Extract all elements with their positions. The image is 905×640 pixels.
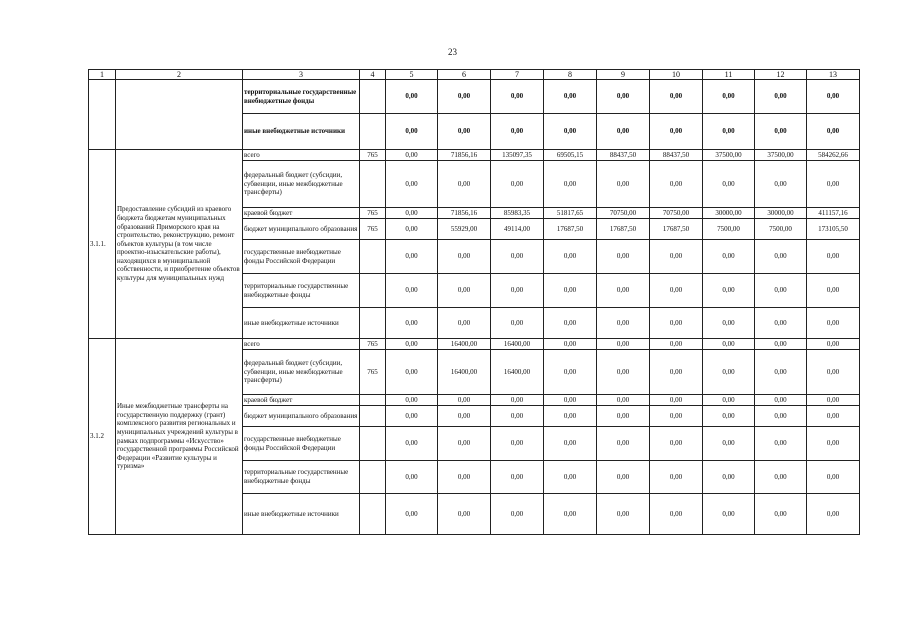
- amount-cell: 0,00: [438, 240, 491, 274]
- grbs-code: [360, 161, 386, 208]
- amount-cell: 0,00: [438, 395, 491, 406]
- amount-cell: 0,00: [650, 350, 703, 395]
- amount-cell: 0,00: [597, 274, 650, 308]
- amount-cell: 0,00: [386, 461, 438, 494]
- amount-cell: 30000,00: [755, 208, 807, 219]
- funding-source: всего: [243, 339, 360, 350]
- amount-cell: 0,00: [438, 161, 491, 208]
- amount-cell: 0,00: [807, 461, 860, 494]
- funding-source: краевой бюджет: [243, 395, 360, 406]
- amount-cell: 0,00: [703, 427, 755, 461]
- amount-cell: 0,00: [755, 395, 807, 406]
- amount-cell: 0,00: [386, 219, 438, 240]
- amount-cell: 0,00: [386, 406, 438, 427]
- budget-table: [88, 69, 860, 535]
- header-cell-11: 11: [703, 70, 755, 80]
- amount-cell: 0,00: [544, 240, 597, 274]
- amount-cell: 0,00: [807, 494, 860, 535]
- amount-cell: 7500,00: [755, 219, 807, 240]
- amount-cell: 0,00: [807, 406, 860, 427]
- amount-cell: 0,00: [438, 308, 491, 339]
- amount-cell: 0,00: [544, 80, 597, 114]
- amount-cell: 0,00: [544, 114, 597, 150]
- header-cell-10: 10: [650, 70, 703, 80]
- amount-cell: 0,00: [386, 395, 438, 406]
- grbs-code: [360, 308, 386, 339]
- amount-cell: 0,00: [755, 461, 807, 494]
- amount-cell: 0,00: [491, 80, 544, 114]
- header-cell-4: 4: [360, 70, 386, 80]
- amount-cell: 0,00: [807, 339, 860, 350]
- amount-cell: 0,00: [544, 350, 597, 395]
- amount-cell: 0,00: [597, 406, 650, 427]
- amount-cell: 0,00: [755, 494, 807, 535]
- amount-cell: 71856,16: [438, 150, 491, 161]
- funding-source: иные внебюджетные источники: [243, 308, 360, 339]
- item-name-cell: [116, 80, 243, 150]
- item-number-cell: [89, 80, 116, 150]
- amount-cell: 0,00: [807, 114, 860, 150]
- grbs-code: [360, 427, 386, 461]
- amount-cell: 0,00: [438, 80, 491, 114]
- amount-cell: 0,00: [386, 240, 438, 274]
- amount-cell: 0,00: [807, 240, 860, 274]
- amount-cell: 0,00: [703, 406, 755, 427]
- funding-source: государственные внебюджетные фонды Российской Федерации: [243, 427, 360, 461]
- amount-cell: 0,00: [491, 461, 544, 494]
- amount-cell: 0,00: [703, 339, 755, 350]
- header-cell-12: 12: [755, 70, 807, 80]
- amount-cell: 0,00: [544, 406, 597, 427]
- amount-cell: 0,00: [650, 427, 703, 461]
- amount-cell: 0,00: [807, 308, 860, 339]
- amount-cell: 0,00: [386, 274, 438, 308]
- grbs-cell: [360, 80, 386, 114]
- amount-cell: 0,00: [703, 395, 755, 406]
- grbs-code: [360, 461, 386, 494]
- amount-cell: 0,00: [650, 395, 703, 406]
- amount-cell: 0,00: [544, 339, 597, 350]
- funding-source: территориальные государственные внебюджетные фонды: [243, 461, 360, 494]
- amount-cell: 0,00: [491, 308, 544, 339]
- amount-cell: 0,00: [597, 339, 650, 350]
- grbs-code: [360, 406, 386, 427]
- funding-source: иные внебюджетные источники: [243, 494, 360, 535]
- amount-cell: 0,00: [544, 427, 597, 461]
- amount-cell: 0,00: [703, 274, 755, 308]
- amount-cell: 0,00: [650, 461, 703, 494]
- amount-cell: 16400,00: [491, 350, 544, 395]
- amount-cell: 0,00: [438, 406, 491, 427]
- amount-cell: 88437,50: [650, 150, 703, 161]
- item-name: Иные межбюджетные трансферты на государственную поддержку (грант) комплексного развития региональных и муниципальных учреждений культуры в рамках подпрограммы «Искусство» государственной программы Российской Федерации «Развитие культуры и туризма»: [116, 339, 243, 535]
- amount-cell: 85983,35: [491, 208, 544, 219]
- amount-cell: 0,00: [597, 461, 650, 494]
- amount-cell: 70750,00: [650, 208, 703, 219]
- amount-cell: 0,00: [438, 461, 491, 494]
- grbs-code: 765: [360, 150, 386, 161]
- item-name: Предоставление субсидий из краевого бюджета бюджетам муниципальных образований Приморского края на строительство, реконструкцию, ремонт объектов культуры (в том числе проектно-изыскательские работы), находящихся в муниципальной собственности, и приобретение объектов культуры для муниципальных нужд: [116, 150, 243, 339]
- amount-cell: 0,00: [650, 406, 703, 427]
- amount-cell: 0,00: [386, 339, 438, 350]
- header-cell-8: 8: [544, 70, 597, 80]
- amount-cell: 0,00: [755, 161, 807, 208]
- header-cell-2: 2: [116, 70, 243, 80]
- header-cell-13: 13: [807, 70, 860, 80]
- amount-cell: 16400,00: [438, 339, 491, 350]
- amount-cell: 0,00: [491, 406, 544, 427]
- header-row: [89, 70, 860, 80]
- amount-cell: 37500,00: [755, 150, 807, 161]
- amount-cell: 69505,15: [544, 150, 597, 161]
- amount-cell: 0,00: [755, 308, 807, 339]
- amount-cell: 71856,16: [438, 208, 491, 219]
- header-cell-5: 5: [386, 70, 438, 80]
- amount-cell: 0,00: [755, 240, 807, 274]
- amount-cell: 0,00: [491, 274, 544, 308]
- header-cell-1: 1: [89, 70, 116, 80]
- amount-cell: 0,00: [755, 80, 807, 114]
- amount-cell: 17687,50: [544, 219, 597, 240]
- funding-source-cell: территориальные государственные внебюджетные фонды: [243, 80, 360, 114]
- header-cell-6: 6: [438, 70, 491, 80]
- amount-cell: 0,00: [703, 240, 755, 274]
- funding-source: краевой бюджет: [243, 208, 360, 219]
- amount-cell: 55929,00: [438, 219, 491, 240]
- table-row: [89, 150, 860, 161]
- header-cell-9: 9: [597, 70, 650, 80]
- table-row: [89, 80, 860, 114]
- amount-cell: 0,00: [597, 308, 650, 339]
- amount-cell: 0,00: [807, 350, 860, 395]
- header-cell-3: 3: [243, 70, 360, 80]
- amount-cell: 30000,00: [703, 208, 755, 219]
- funding-source-cell: иные внебюджетные источники: [243, 114, 360, 150]
- amount-cell: 0,00: [438, 494, 491, 535]
- amount-cell: 173105,50: [807, 219, 860, 240]
- amount-cell: 0,00: [544, 461, 597, 494]
- amount-cell: 0,00: [755, 427, 807, 461]
- amount-cell: 0,00: [438, 114, 491, 150]
- amount-cell: 17687,50: [597, 219, 650, 240]
- funding-source: бюджет муниципального образования: [243, 219, 360, 240]
- funding-source: всего: [243, 150, 360, 161]
- amount-cell: 0,00: [755, 339, 807, 350]
- amount-cell: 0,00: [703, 494, 755, 535]
- amount-cell: 0,00: [650, 161, 703, 208]
- amount-cell: 0,00: [491, 114, 544, 150]
- amount-cell: 51817,65: [544, 208, 597, 219]
- page-number: 23: [448, 47, 457, 57]
- amount-cell: 0,00: [491, 240, 544, 274]
- amount-cell: 37500,00: [703, 150, 755, 161]
- funding-source: территориальные государственные внебюджетные фонды: [243, 274, 360, 308]
- amount-cell: 0,00: [386, 161, 438, 208]
- amount-cell: 0,00: [650, 80, 703, 114]
- amount-cell: 0,00: [807, 80, 860, 114]
- item-number: 3.1.1.: [89, 150, 116, 339]
- amount-cell: 0,00: [650, 240, 703, 274]
- amount-cell: 0,00: [544, 395, 597, 406]
- amount-cell: 0,00: [386, 208, 438, 219]
- amount-cell: 0,00: [491, 427, 544, 461]
- budget-table-body: [89, 70, 860, 535]
- header-cell-7: 7: [491, 70, 544, 80]
- amount-cell: 0,00: [650, 494, 703, 535]
- amount-cell: 0,00: [386, 427, 438, 461]
- amount-cell: 0,00: [597, 114, 650, 150]
- amount-cell: 0,00: [755, 406, 807, 427]
- amount-cell: 0,00: [544, 274, 597, 308]
- grbs-code: [360, 395, 386, 406]
- amount-cell: 0,00: [386, 80, 438, 114]
- amount-cell: 0,00: [597, 80, 650, 114]
- amount-cell: 0,00: [386, 150, 438, 161]
- amount-cell: 584262,66: [807, 150, 860, 161]
- amount-cell: 0,00: [703, 80, 755, 114]
- grbs-code: [360, 274, 386, 308]
- amount-cell: 0,00: [807, 395, 860, 406]
- amount-cell: 0,00: [650, 114, 703, 150]
- grbs-code: 765: [360, 219, 386, 240]
- amount-cell: 0,00: [438, 274, 491, 308]
- amount-cell: 0,00: [597, 427, 650, 461]
- amount-cell: 0,00: [650, 274, 703, 308]
- amount-cell: 88437,50: [597, 150, 650, 161]
- amount-cell: 0,00: [544, 308, 597, 339]
- amount-cell: 0,00: [703, 308, 755, 339]
- amount-cell: 0,00: [650, 339, 703, 350]
- amount-cell: 0,00: [491, 395, 544, 406]
- amount-cell: 135097,35: [491, 150, 544, 161]
- amount-cell: 7500,00: [703, 219, 755, 240]
- amount-cell: 0,00: [807, 274, 860, 308]
- grbs-code: 765: [360, 208, 386, 219]
- grbs-code: 765: [360, 339, 386, 350]
- funding-source: федеральный бюджет (субсидии, субвенции, иные межбюджетные трансферты): [243, 350, 360, 395]
- amount-cell: 16400,00: [438, 350, 491, 395]
- amount-cell: 0,00: [597, 240, 650, 274]
- amount-cell: 0,00: [544, 161, 597, 208]
- grbs-cell: [360, 114, 386, 150]
- amount-cell: 0,00: [807, 427, 860, 461]
- amount-cell: 0,00: [597, 350, 650, 395]
- amount-cell: 0,00: [703, 114, 755, 150]
- amount-cell: 0,00: [491, 161, 544, 208]
- amount-cell: 411157,16: [807, 208, 860, 219]
- funding-source: федеральный бюджет (субсидии, субвенции, иные межбюджетные трансферты): [243, 161, 360, 208]
- amount-cell: 0,00: [386, 114, 438, 150]
- grbs-code: [360, 240, 386, 274]
- amount-cell: 0,00: [597, 494, 650, 535]
- amount-cell: 0,00: [438, 427, 491, 461]
- item-number: 3.1.2: [89, 339, 116, 535]
- amount-cell: 0,00: [597, 161, 650, 208]
- amount-cell: 70750,00: [597, 208, 650, 219]
- amount-cell: 0,00: [755, 350, 807, 395]
- amount-cell: 0,00: [755, 114, 807, 150]
- amount-cell: 0,00: [491, 494, 544, 535]
- amount-cell: 0,00: [807, 161, 860, 208]
- funding-source: бюджет муниципального образования: [243, 406, 360, 427]
- grbs-code: 765: [360, 350, 386, 395]
- amount-cell: 0,00: [650, 308, 703, 339]
- amount-cell: 0,00: [544, 494, 597, 535]
- amount-cell: 49114,00: [491, 219, 544, 240]
- table-row: [89, 339, 860, 350]
- amount-cell: 17687,50: [650, 219, 703, 240]
- funding-source: государственные внебюджетные фонды Российской Федерации: [243, 240, 360, 274]
- amount-cell: 16400,00: [491, 339, 544, 350]
- amount-cell: 0,00: [703, 350, 755, 395]
- amount-cell: 0,00: [703, 161, 755, 208]
- amount-cell: 0,00: [597, 395, 650, 406]
- amount-cell: 0,00: [755, 274, 807, 308]
- amount-cell: 0,00: [703, 461, 755, 494]
- amount-cell: 0,00: [386, 350, 438, 395]
- amount-cell: 0,00: [386, 308, 438, 339]
- amount-cell: 0,00: [386, 494, 438, 535]
- grbs-code: [360, 494, 386, 535]
